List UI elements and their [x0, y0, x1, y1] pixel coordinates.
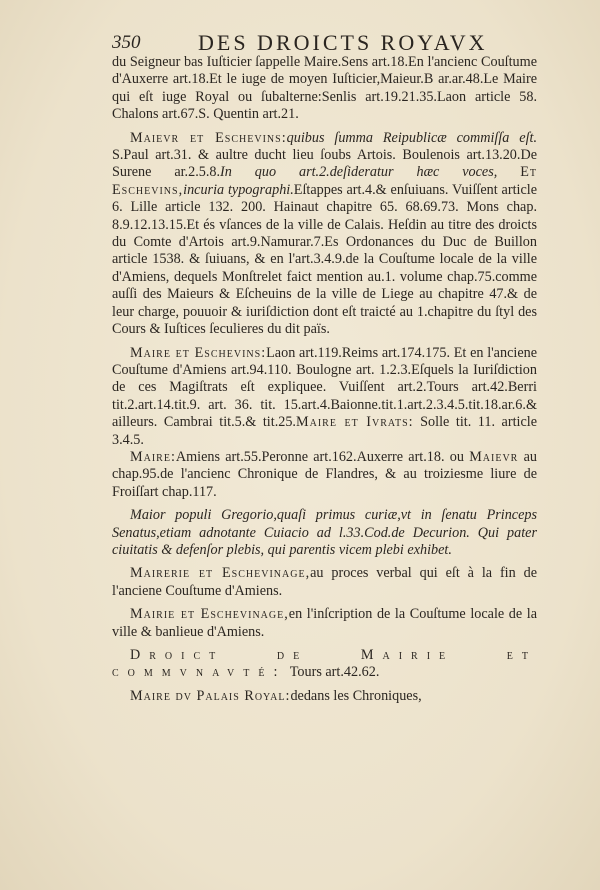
paragraph [112, 688, 537, 705]
paragraph-text: dedans les Chroniques, [290, 687, 422, 704]
entry-heading: Maire: [130, 448, 176, 465]
paragraph [112, 606, 537, 641]
entry-heading: Maievr [469, 448, 519, 465]
body-text [112, 54, 537, 705]
page-header [112, 30, 532, 54]
entry-heading: Maire et Eschevins: [130, 344, 267, 361]
entry-heading: Et Eschevins, [112, 164, 537, 198]
page-number: 350 [112, 32, 141, 53]
entry-heading: Maire dv Palais Royal: [130, 687, 291, 704]
paragraph [112, 345, 537, 449]
latin-quote: Maior populi Gregorio,quaſi primus curiæ,vt in ſenatu Princeps Senatus,etiam adnotante Cuiacio ad l.33.Cod.de Decurion. Qui pater ciuitatis & defenſor plebis, qui parentis vicem plebi exhibet. [112, 507, 537, 558]
paragraph [112, 449, 537, 501]
latin-gloss: incuria typographi. [183, 181, 294, 198]
paragraph-text: Solle tit. 11. article 3.4.5. [112, 414, 537, 448]
paragraph-text: Laon art.119.Reims art.174.175. Et en l'anciene Couſtume d'Amiens art.94.110. Boulogne art. 1.2.3.Eſquels la Iuriſdiction de ces Magiſtrats eſt expliquee. Vuiſſent art.2.Tours art.42.Berri tit.2.art.14.tit.9. art. 36. tit. 15.art.4.Baionne.tit.1.art.2.3.4.5.tit.18.ar.6.& ailleurs. Cambrai tit.5.& tit.25. [112, 344, 538, 431]
paragraph-text: au proces verbal qui eſt à la fin de l'anciene Couſtume d'Amiens. [112, 565, 537, 599]
paragraph-text: Eſtappes art.4.& enſuiuans. Vuiſſent article 6. Lille article 132. 200. Hainaut chapitre 65. 68.69.73. Mons chap. 8.9.12.13.15.Et és vſances de la ville de Calais. Heſdin au titre des droicts du Comte d'Artois art.9.Namurar.7.Es Ordonances du Duc de Buillon article 1538. & ſuiuans, & en l'art.3.4.9.de la Couſtume locale de la ville d'Amiens, dequels Monſtrelet faict mention au.1. volume chap.75.comme auſſi des Maieurs & Eſcheuins de la ville de Liege au chapitre 47.& de leur charge, pouuoir & iuriſdiction dont eſt traicté au 1.chapitre du ſtyl des Cours & Iuſtices ſeculieres du dit païs. [112, 181, 537, 338]
paragraph-text: S.Paul art.31. & aultre ducht lieu ſoubs Artois. Boulenois art.13.20.De Surene ar.2.5.8. [112, 147, 537, 181]
paragraph-text: Tours art.42.62. [289, 664, 380, 681]
latin-gloss: quibus ſumma Reipublicæ commiſſa eſt. [286, 129, 537, 146]
paragraph [112, 647, 537, 682]
paragraph-text: du Seigneur bas Iuſticier ſappelle Maire.Sens art.18.En l'ancienc Couſtume d'Auxerre art.18.Et le iuge de moyen Iuſticier,Maieur.B ar.ar.48.Le Maire qui eſt iuge Royal ou ſubalterne:Senlis art.19.21.35.Laon article 58. Chalons art.67.S. Quentin art.21. [112, 54, 537, 123]
paragraph-text: au chap.95.de l'ancienc Chronique de Flandres, & au troiziesme liure de Froiſſart chap.117. [112, 448, 537, 500]
entry-heading: Maire et Ivrats: [295, 414, 414, 431]
entry-heading: Droict de Mairie et commvnavté: [112, 647, 537, 681]
latin-gloss: In quo art.2.deſideratur hæc voces, [220, 164, 498, 181]
entry-heading: Mairie et Eschevinage, [130, 606, 289, 623]
paragraph [112, 565, 537, 600]
paragraph-text: en l'inſcription de la Couſtume locale de la ville & banlieue d'Amiens. [112, 606, 537, 640]
paragraph [112, 54, 537, 124]
running-title: DES DROICTS ROYAVX [198, 30, 488, 55]
paragraph-text: Amiens art.55.Peronne art.162.Auxerre art.18. ou [175, 448, 470, 465]
entry-heading: Mairerie et Eschevinage, [130, 565, 311, 582]
paragraph [112, 130, 537, 339]
paragraph [112, 507, 537, 559]
entry-heading: Maievr et Eschevins: [130, 129, 287, 146]
